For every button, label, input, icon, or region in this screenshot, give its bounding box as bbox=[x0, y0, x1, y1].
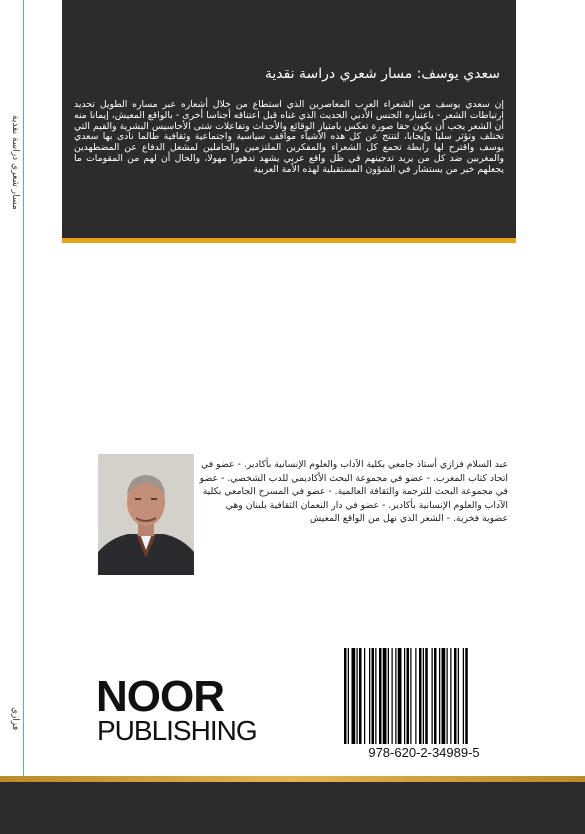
barcode-bar bbox=[425, 648, 428, 744]
bottom-dark-band bbox=[0, 782, 585, 834]
author-photo bbox=[98, 454, 194, 575]
barcode-bar bbox=[463, 648, 464, 744]
barcode-bar bbox=[419, 648, 422, 744]
publisher-logo bbox=[96, 672, 257, 748]
publisher-logo-noor: NOOR bbox=[96, 672, 224, 721]
barcode-bar bbox=[379, 648, 382, 744]
barcode-bar bbox=[404, 648, 405, 744]
barcode-bar bbox=[392, 648, 393, 744]
publisher-logo-publishing: PUBLISHING bbox=[97, 715, 257, 746]
barcode-bars bbox=[344, 648, 502, 744]
barcode-bar bbox=[359, 648, 362, 744]
barcode-bar bbox=[423, 648, 424, 744]
barcode-bar bbox=[454, 648, 457, 744]
spine-author: فزازي bbox=[10, 706, 20, 730]
barcode-bar bbox=[375, 648, 376, 744]
barcode-bar bbox=[450, 648, 451, 744]
barcode-bar bbox=[415, 648, 416, 744]
barcode-bar bbox=[369, 648, 370, 744]
barcode-bar bbox=[442, 648, 446, 744]
barcode-bar bbox=[388, 648, 389, 744]
isbn-number: 978-620-2-34989-5 bbox=[368, 745, 480, 760]
barcode-bar bbox=[398, 648, 402, 744]
barcode-bar bbox=[407, 648, 410, 744]
book-title: سعدي يوسف: مسار شعري دراسة نقدية bbox=[264, 66, 500, 82]
barcode-bar bbox=[344, 648, 347, 744]
barcode-bar bbox=[410, 648, 411, 744]
barcode-bar bbox=[447, 648, 448, 744]
barcode-bar bbox=[348, 648, 349, 744]
barcode-bar bbox=[458, 648, 459, 744]
barcode-bar bbox=[395, 648, 396, 744]
barcode-bar bbox=[465, 648, 468, 744]
author-bio: عبد السلام فزازي أستاذ جامعي بكلية الآداب والعلوم الإنسانية بأكادير. - عضو في اتحاد كتاب المغرب. - عضو في مجموعة البحث الأكاديمي للدب الشخصي. - عضو في مجموعة البحث للترجمة والثقافة العالمية. - عضو في المسرح الجامعي بكلية الآداب والعلوم الإنسانية بأكادير. - عضو في دار النعمان الثقافية بلبنان وهي عضوية فخرية. - الشعر الذي نهل من الواقع المعيش bbox=[199, 459, 508, 525]
barcode-bar bbox=[439, 648, 440, 744]
barcode-bar bbox=[352, 648, 356, 744]
barcode-bar bbox=[357, 648, 358, 744]
isbn-barcode bbox=[338, 644, 510, 766]
barcode-bar bbox=[432, 648, 433, 744]
spine-title: مسار شعري دراسة نقدية bbox=[10, 115, 20, 210]
barcode-bar bbox=[434, 648, 437, 744]
spine-guide-line bbox=[23, 0, 24, 834]
barcode-bar bbox=[364, 648, 365, 744]
panel-accent-bar bbox=[62, 238, 516, 243]
barcode-bar bbox=[383, 648, 387, 744]
barcode-bar bbox=[372, 648, 375, 744]
author-portrait-image bbox=[98, 454, 194, 575]
book-blurb: إن سعدي يوسف من الشعراء العرب المعاصرين الذي استطاع من خلال أشعاره عبر مساره الطويل تحديد ارتباطات الشعر - باعتباره الجنس الأدبي الحديث الذي غناه قبل اعتناقه أجناسا أخرى - بالواقع المعيش، إيمانا منه أن الشعر يجب أن يكون حقا صورة تعكس بامتياز الوقائع والأحداث وتفاعلات شتى الأحاسيس البشرية والقيم التي تختلف وتؤثر سلبا وإيجابا، لتنتج عن كل هذه الأشياء مواقف سياسية واجتماعية وثقافية طالما نادى بها سعدي يوسف واقترح لها رابطة تجمع كل الشعراء والمفكرين الملتزمين والحاملين لمشعل الدفاع عن المضطهدين والمغربين ضد كل من يريد تدجينهم في ظل واقع عربي يشهد تدهورا مهولا، والحال أن لهم من المقومات ما يجعلهم خير من يستشار في الشؤون المستقبلية لهذه الأمة العربية bbox=[74, 99, 504, 175]
